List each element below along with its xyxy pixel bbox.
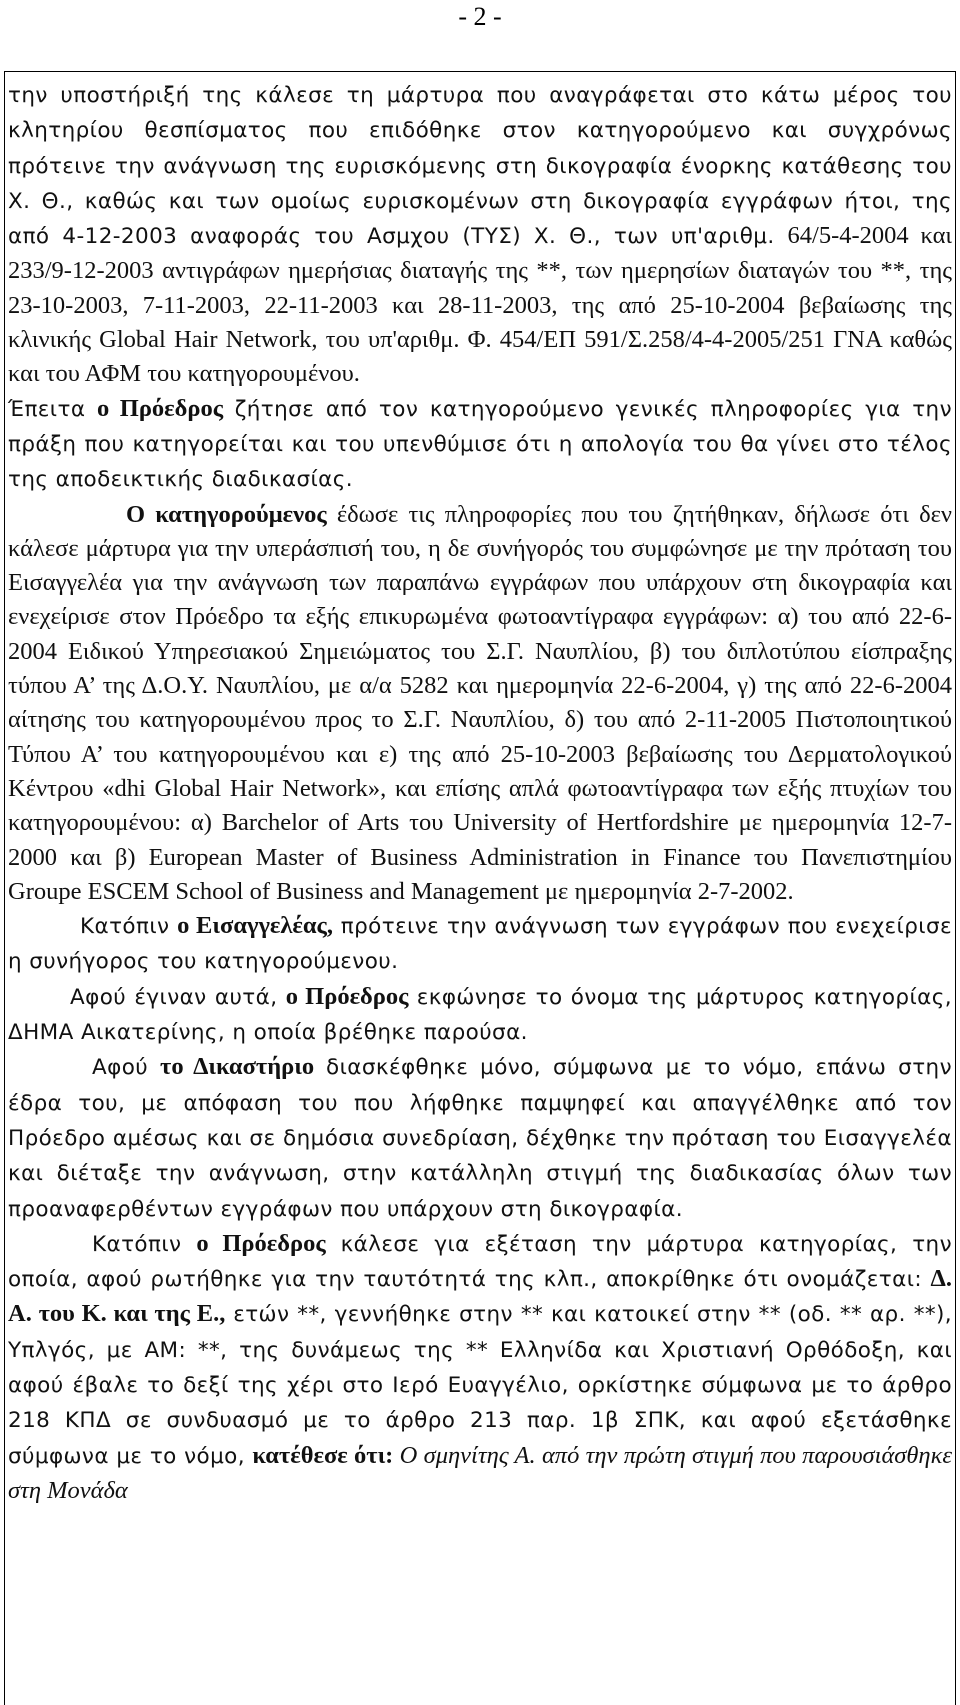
right-border: [955, 71, 956, 1705]
text-run: 64/5-4-2004 και 233/9-12-2003 αντιγράφων ημερήσιας διαταγής της **, των ημερησίων διαταγών του **, της 23-10-2003, 7-11-2003, 22-11-2003 και 28-11-2003, της από 25-10-2004 βεβαίωσης της κλινικής Global Hair Network, του υπ'αριθμ. Φ. 454/ΕΠ 591/Σ.258/4-4-2005/251 ΓΝΑ καθώς και του ΑΦΜ του κατηγορουμένου.: [8, 222, 952, 388]
text-run: ζήτησε από τον κατηγορούμενο γενικές πληροφορίες για την πράξη που κατηγορείται και του υπενθύμισε ότι η απολογία του θα γίνει στο τέλος της αποδεικτικής διαδικασίας.: [8, 396, 952, 493]
text-run: ο Εισαγγελέας,: [177, 912, 334, 940]
text-run: Κατόπιν: [92, 1231, 197, 1257]
text-run: Αφού: [92, 1055, 161, 1081]
paragraph-p5: [8, 980, 952, 1051]
left-border: [4, 71, 5, 1705]
text-run: το Δικαστήριο: [160, 1053, 315, 1081]
text-run: κατέθεσε ότι:: [252, 1441, 394, 1469]
paragraph-p4: [8, 909, 952, 980]
text-run: Αφού έγιναν αυτά,: [70, 984, 286, 1010]
text-run: Κατόπιν: [80, 914, 178, 940]
text-run: Ο σμηνίτης Α. από την πρώτη στιγμή που παρουσιάσθηκε στη Μονάδα: [8, 1441, 952, 1504]
text-run: πρότεινε την ανάγνωση των εγγράφων που ενεχείρισε η συνήγορος του κατηγορούμενου.: [8, 914, 952, 975]
text-run: Δ. Α. του Κ. και της Ε.,: [8, 1265, 952, 1328]
document-body: [8, 78, 952, 1508]
top-rule: [4, 71, 956, 72]
text-run: Ναυπλίου, με α/α 5282 και ημερομηνία 22-6-2004, γ) της από 22-6-2004 αίτησης του κατηγορουμένου προς το Σ.Γ. Ναυπλίου, δ) του από 2-11-2005 Πιστοποιητικού Τύπου Α’ του κατηγορουμένου και ε) της από 25-10-2003 βεβαίωσης του Δερματολογικού Κέντρου «dhi Global Hair Network», και επίσης απλά φωτοαντίγραφα των εξής πτυχίων του κατηγορουμένου: α) Barchelor of Arts του University of Hertfordshire με ημερομηνία 12-7-2000 και β) European Master of Business Administration in Finance του Πανεπιστημίου Groupe ESCEM School of Business and Management με ημερομηνία 2-7-2002.: [8, 672, 952, 905]
text-run: ο Πρόεδρος: [285, 982, 409, 1010]
paragraph-p3: [8, 498, 952, 910]
text-run: έδωσε τις πληροφορίες που του ζητήθηκαν, δήλωσε ότι δεν κάλεσε μάρτυρα για την υπεράσπισή του, η δε συνήγορός του συμφώνησε με την πρόταση του Εισαγγελέα για την ανάγνωση των παραπάνω εγγράφων που υπάρχουν στη δικογραφία και ενεχείρισε στον Πρόεδρο τα εξής επικυρωμένα φωτοαντίγραφα εγγράφων: α) του από 22-6-2004 Ειδικού Υπηρεσιακού Σημειώματος του Σ.Γ. Ναυπλίου, β) του διπλοτύπου είσπραξης τύπου Α’ της: [8, 500, 952, 700]
text-run: Έπειτα: [8, 396, 98, 422]
text-run: κάλεσε για εξέταση την μάρτυρα κατηγορίας, την οποία, αφού ρωτήθηκε για την ταυτότητά της κλπ., αποκρίθηκε ότι ονομάζεται:: [8, 1231, 952, 1293]
text-run: εκφώνησε το όνομα της μάρτυρος κατηγορίας, ΔΗΜΑ Αικατερίνης, η οποία βρέθηκε παρούσα.: [8, 984, 952, 1046]
paragraph-p7: [8, 1227, 952, 1508]
paragraph-p1: [8, 78, 952, 392]
page-number: - 2 -: [458, 2, 502, 31]
text-run: ο Πρόεδρος: [97, 394, 224, 422]
paragraph-p6: [8, 1050, 952, 1226]
paragraph-p2: [8, 392, 952, 498]
text-run: την υποστήριξή της κάλεσε τη μάρτυρα που αναγράφεται στο κάτω μέρος του κλητηρίου θεσπίσματος που επιδόθηκε στον κατηγορούμενο και συγχρόνως πρότεινε την ανάγνωση της ευρισκόμενης στη δικογραφία ένορκης κατάθεσης του Χ. Θ., καθώς και των ομοίως ευρισκομένων στη δικογραφία εγγράφων ήτοι, της από 4-12-2003 αναφοράς του Ασμχου (ΤΥΣ) Χ. Θ., των υπ'αριθμ.: [8, 83, 952, 250]
text-run: ο Πρόεδρος: [196, 1229, 326, 1257]
text-run: διασκέφθηκε μόνο, σύμφωνα με το νόμο, επάνω στην έδρα του, με απόφαση του που λήφθηκε παμψηφεί και απαγγέλθηκε από τον Πρόεδρο αμέσως και σε δημόσια συνεδρίαση, δέχθηκε την πρόταση του Εισαγγελέα και διέταξε την ανάγνωση, στην κατάλληλη στιγμή της διαδικασίας όλων των προαναφερθέντων εγγράφων που υπάρχουν στη δικογραφία.: [8, 1055, 952, 1222]
text-run: ετών **, γεννήθηκε στην ** και κατοικεί στην ** (οδ. ** αρ. **), Υπλγός, με ΑΜ: **, της δυνάμεως της ** Ελληνίδα και Χριστιανή Ορθόδοξη, και αφού έβαλε το δεξί της χέρι στο Ιερό Ευαγγέλιο, ορκίστηκε σύμφωνα με το άρθρο 218 ΚΠΔ σε συνδυασμό με το άρθρο 213 παρ. 1β ΣΠΚ, και αφού εξετάσθηκε σύμφωνα με το νόμο,: [8, 1302, 953, 1469]
text-run: Ο κατηγορούμενος: [126, 500, 327, 528]
text-run: Δ.Ο.Υ.: [141, 672, 209, 700]
